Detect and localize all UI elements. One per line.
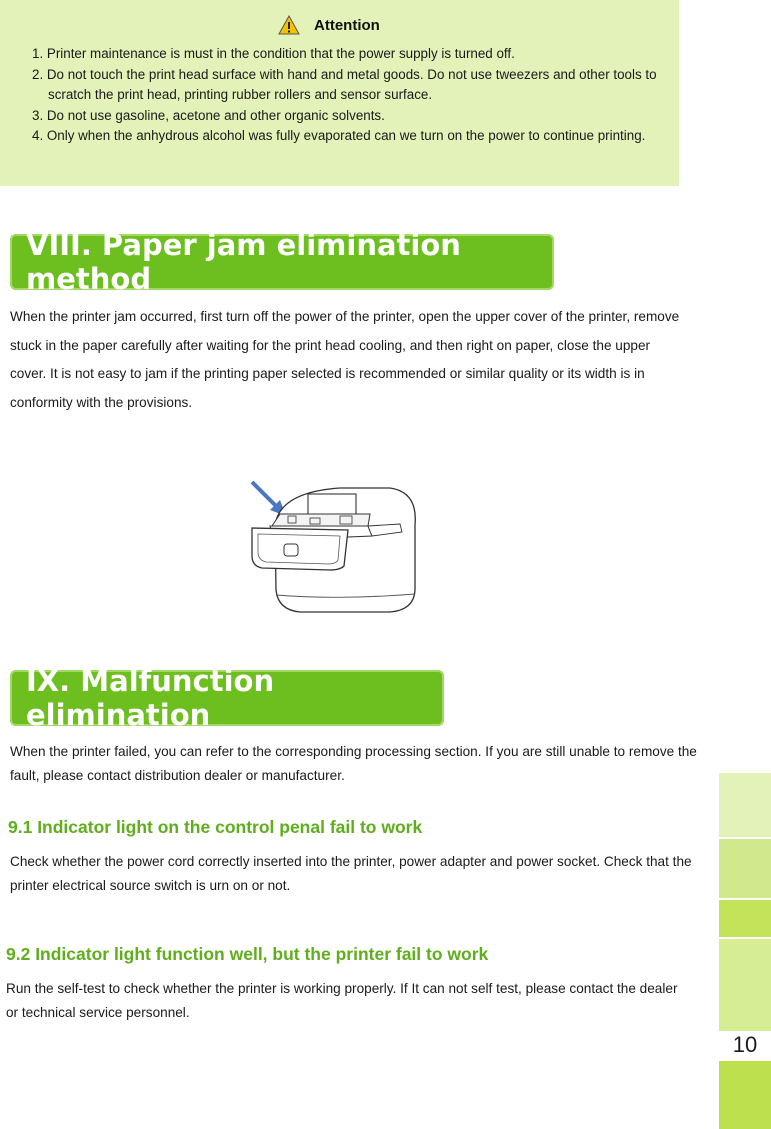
section-heading-paper-jam: VIII. Paper jam elimination method (10, 234, 554, 290)
side-tab-active (719, 1061, 771, 1129)
subheading-9-1: 9.1 Indicator light on the control penal fail to work (8, 817, 423, 837)
subsection-9-2-paragraph: Run the self-test to check whether the printer is working properly. If It can not self test, please contact the dealer or technical service personnel. (6, 981, 678, 1020)
warning-icon (278, 15, 300, 35)
attention-title: Attention (314, 16, 380, 34)
subheading-9-2: 9.2 Indicator light function well, but the printer fail to work (6, 944, 489, 964)
side-tab (719, 773, 771, 837)
attention-item: 2. Do not touch the print head surface with hand and metal goods. Do not use tweezers and other tools to scratch the print head, printing rubber rollers and sensor surface. (32, 66, 657, 102)
attention-item: 3. Do not use gasoline, acetone and other organic solvents. (32, 107, 385, 123)
attention-list (32, 44, 672, 147)
attention-box (0, 0, 679, 186)
printer-illustration (240, 470, 440, 620)
page-number: 10 (732, 1032, 758, 1057)
subsection-9-1-paragraph: Check whether the power cord correctly inserted into the printer, power adapter and power socket. Check that the printer electrical source switch is urn on or not. (10, 854, 692, 893)
paper-jam-paragraph: When the printer jam occurred, first turn off the power of the printer, open the upper cover of the printer, remove stuck in the paper carefully after waiting for the print head cooling, and then right on paper, close the upper cover. It is not easy to jam if the printing paper selected is recommended or similar quality or its width is in conformity with the provisions. (10, 309, 680, 410)
attention-item: 4. Only when the anhydrous alcohol was fully evaporated can we turn on the power to continue printing. (32, 128, 646, 143)
side-tab (719, 839, 771, 898)
side-tab (719, 900, 771, 937)
side-tab (719, 939, 771, 1031)
section-heading-malfunction: IX. Malfunction elimination (10, 670, 444, 726)
attention-header (278, 12, 380, 38)
malfunction-paragraph: When the printer failed, you can refer to the corresponding processing section. If you are still unable to remove the fault, please contact distribution dealer or manufacturer. (10, 744, 697, 783)
attention-item: 1. Printer maintenance is must in the condition that the power supply is turned off. (32, 46, 515, 61)
